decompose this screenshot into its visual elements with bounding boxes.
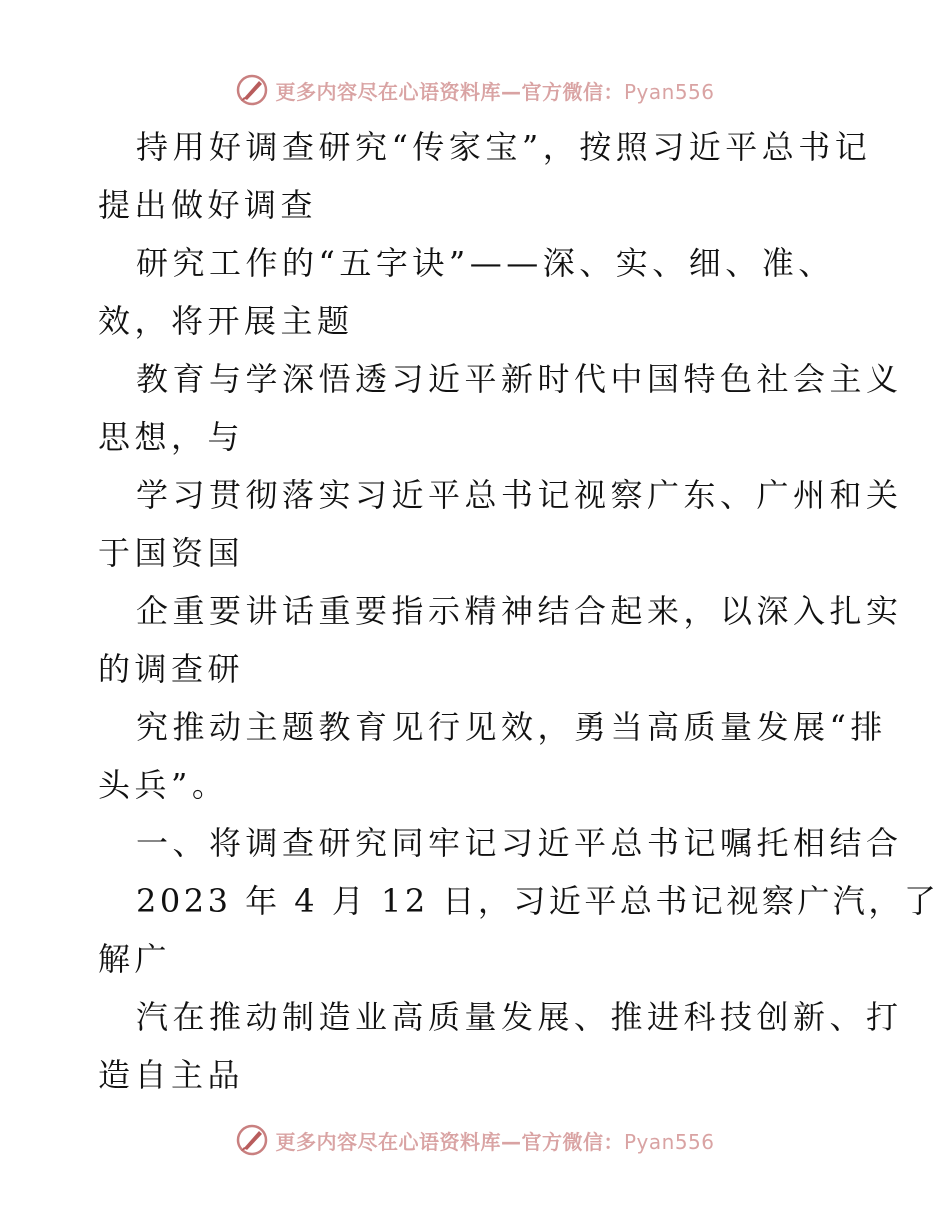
footer-watermark: [0, 1118, 950, 1162]
text-line: 提出做好调查: [98, 186, 318, 224]
watermark-text: 更多内容尽在心语资料库—官方微信：Pyan556: [275, 79, 715, 104]
text-line: 于国资国: [98, 534, 245, 572]
text-line: 解广: [98, 940, 172, 978]
quill-logo-icon: [235, 73, 269, 107]
header-watermark: [0, 68, 950, 112]
text-line: 究推动主题教育见行见效，勇当高质量发展“排: [136, 708, 887, 746]
text-line: 造自主品: [98, 1056, 245, 1094]
watermark-text: 更多内容尽在心语资料库—官方微信：Pyan556: [275, 1129, 715, 1154]
text-line: 持用好调查研究“传家宝”，按照习近平总书记: [136, 128, 872, 166]
text-line: 的调查研: [98, 650, 245, 688]
text-line: 企重要讲话重要指示精神结合起来，以深入扎实: [136, 592, 903, 630]
document-body: [98, 118, 940, 1104]
text-line: 2023 年 4 月 12 日，习近平总书记视察广汽，了: [136, 882, 940, 920]
text-line: 一、将调查研究同牢记习近平总书记嘱托相结合: [136, 824, 903, 862]
text-line: 思想，与: [98, 418, 245, 456]
quill-logo-icon: [235, 1123, 269, 1157]
text-line: 教育与学深悟透习近平新时代中国特色社会主义: [136, 360, 903, 398]
text-line: 效，将开展主题: [98, 302, 354, 340]
text-line: 学习贯彻落实习近平总书记视察广东、广州和关: [136, 476, 903, 514]
text-line: 汽在推动制造业高质量发展、推进科技创新、打: [136, 998, 903, 1036]
text-line: 研究工作的“五字诀”——深、实、细、准、: [136, 244, 835, 282]
text-line: 头兵”。: [98, 766, 229, 804]
